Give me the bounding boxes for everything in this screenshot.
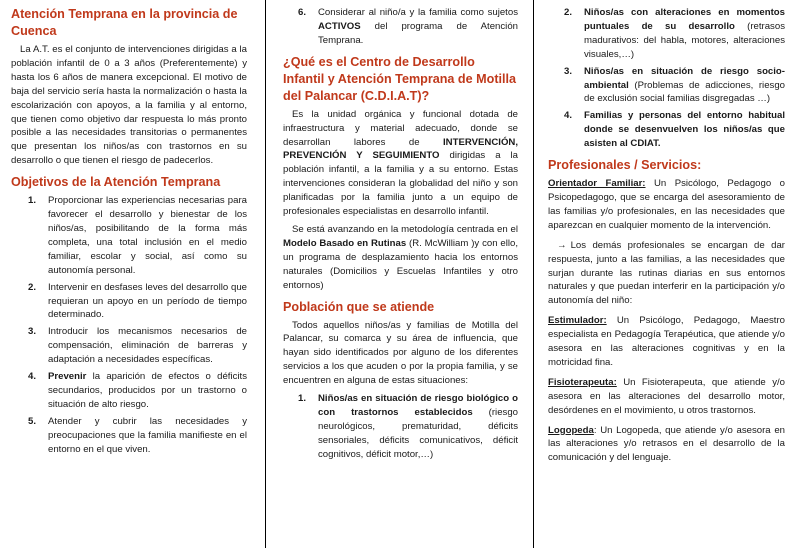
section-title-atencion-temprana: Atención Temprana en la provincia de Cuenca bbox=[11, 7, 238, 38]
objective-text: Atender y cubrir las necesidades y preocupaciones que la familia manifieste en el entorno en el que viven. bbox=[48, 415, 247, 455]
fisioterapeuta-paragraph bbox=[548, 376, 785, 418]
estimulador-label: Estimulador: bbox=[548, 315, 607, 327]
objective-number: 5. bbox=[28, 415, 37, 427]
situation-text: (retrasos madurativos: del habla, motores, alteraciones visuales,…) bbox=[584, 20, 785, 60]
objective-item bbox=[28, 325, 247, 367]
situation-number: 4. bbox=[564, 110, 573, 122]
cdiat-paragraph-1 bbox=[283, 108, 518, 219]
objective-item bbox=[28, 370, 247, 412]
situations-list-continued bbox=[548, 6, 785, 151]
objective-number: 3. bbox=[28, 326, 37, 338]
situation-text: (riesgo neurológicos, prematuridad, déficits sensoriales, déficits comunicativos, déficit cognitivos, déficit motor,…) bbox=[318, 406, 518, 460]
fisioterapeuta-label: Fisioterapeuta: bbox=[548, 376, 617, 388]
column-divider-left bbox=[265, 0, 266, 548]
cdiat-bold: INTERVENCIÓN, PREVENCIÓN Y SEGUIMIENTO bbox=[283, 136, 518, 162]
objective-number: 2. bbox=[28, 281, 37, 293]
cdiat-paragraph-2 bbox=[283, 223, 518, 293]
orientador-label: Orientador Familiar: bbox=[548, 178, 646, 190]
situation-text: (Problemas de adicciones, riesgo de exclusión social familias disgregadas …) bbox=[584, 79, 785, 105]
objective-item bbox=[28, 281, 247, 323]
logopeda-label: Logopeda bbox=[548, 424, 594, 436]
situation-number: 1. bbox=[298, 393, 307, 405]
situation-item bbox=[564, 65, 785, 107]
situation-item bbox=[298, 392, 518, 462]
cdiat-text: Es la unidad orgánica y funcional dotada de infraestructura y material adecuado, donde se desarrollan labores de bbox=[283, 108, 518, 148]
column-divider-right bbox=[533, 0, 534, 548]
objective-text: Intervenir en desfases leves del desarrollo que requieran un apoyo en un período de tiempo determinado. bbox=[48, 281, 247, 321]
arrow-right-icon: → bbox=[557, 239, 567, 251]
objective-number: 4. bbox=[28, 371, 37, 383]
objective-number: 1. bbox=[28, 195, 37, 207]
otros-profesionales-text: Los demás profesionales se encargan de dar respuesta, junto a las familias, a las necesidades que surjan durante las rutinas diarias en sus entornos naturales y que puedan interferir en la participación y/o autonomía del niño: bbox=[548, 239, 785, 307]
situation-item bbox=[564, 109, 785, 151]
section-title-poblacion: Población que se atiende bbox=[283, 299, 435, 314]
objectives-list bbox=[11, 194, 247, 456]
objective-text: la aparición de efectos o déficits secundarios, producidos por un trastorno o situación de alto riesgo. bbox=[48, 371, 247, 410]
objective-text: Introducir los mecanismos necesarios de compensación, eliminación de barreras y adaptación a necesidades específicas. bbox=[48, 326, 247, 366]
column-3 bbox=[548, 6, 785, 469]
column-2 bbox=[283, 6, 518, 465]
cdiat-bold: Modelo Basado en Rutinas bbox=[283, 237, 407, 249]
objective-item bbox=[298, 6, 518, 48]
column-1 bbox=[11, 6, 247, 459]
fisioterapeuta-text: Un Fisioterapeuta, que atiende y/o asesora en las alteraciones del desarrollo motor, desórdenes en el movimiento, u otros trastornos. bbox=[548, 376, 785, 416]
objective-item bbox=[28, 194, 247, 277]
objective-bold: ACTIVOS bbox=[318, 20, 361, 32]
objective-text: Considerar al niño/a y la familia como sujetos bbox=[318, 7, 518, 18]
estimulador-paragraph bbox=[548, 314, 785, 370]
objective-bold: Prevenir bbox=[48, 371, 87, 383]
situation-bold: Niños/as con alteraciones en momentos puntuales de su desarrollo bbox=[584, 7, 785, 32]
cdiat-text: Se está avanzando en la metodología centrada en el bbox=[292, 223, 518, 235]
section-title-objetivos: Objetivos de la Atención Temprana bbox=[11, 175, 221, 190]
objective-number: 6. bbox=[298, 7, 307, 18]
situation-bold: Niños/as en situación de riesgo biológico o con trastornos establecidos bbox=[318, 393, 518, 418]
otros-profesionales-paragraph bbox=[548, 239, 785, 309]
estimulador-text: Un Psicólogo, Pedagogo, Maestro especialista en Pedagogía Terapéutica, que atiende y/o asesora en las alteraciones cognitivas y en la motricidad fina. bbox=[548, 315, 785, 368]
orientador-paragraph bbox=[548, 177, 785, 233]
cdiat-text-end: (R. McWilliam )y con ello, un programa de desplazamiento hacia los entornos naturales (Domicilios y Escuelas Infantiles y otro entornos) bbox=[283, 237, 518, 291]
situation-number: 2. bbox=[564, 7, 573, 18]
section-title-cdiat: ¿Qué es el Centro de Desarrollo Infantil y Atención Temprana de Motilla del Palancar (C.D.I.A.T)? bbox=[283, 54, 517, 103]
situations-list bbox=[283, 392, 518, 462]
orientador-text: Un Psicólogo, Pedagogo o Psicopedagogo, que se encarga del asesoramiento de las familias y/o profesionales, en las necesidades que aparezcan en cualquier momento de la intervención. bbox=[548, 178, 785, 231]
objective-item bbox=[28, 415, 247, 457]
situation-number: 3. bbox=[564, 65, 573, 77]
cdiat-text-end: dirigidas a la población infantil, a la familia y a su entorno. Estas intervenciones consideran la globalidad del niño y son planificadas por la familia junto a un equipo de profesionales especialistas en desarrollo infantil. bbox=[283, 150, 519, 218]
logopeda-paragraph bbox=[548, 424, 785, 466]
situation-bold: Familias y personas del entorno habitual donde se desenvuelven los niños/as que asisten al CDIAT. bbox=[584, 110, 785, 150]
objective-text-end: del programa de Atención Temprana. bbox=[318, 20, 518, 46]
situation-item bbox=[564, 6, 785, 62]
situation-bold: Niños/as en situación de riesgo socio-ambiental bbox=[584, 65, 785, 91]
section-title-profesionales: Profesionales / Servicios: bbox=[548, 158, 702, 173]
logopeda-text: : Un Logopeda, que atiende y/o asesora en las alteraciones y/o retrasos en el desarrollo de la comunicación y del lenguaje. bbox=[548, 424, 785, 464]
objective-text: Proporcionar las experiencias necesarias para favorecer el desarrollo y bienestar de los niños/as, posibilitando de la forma más completa, una total inclusión en el medio familiar, escolar y social, así como su autonomía personal. bbox=[48, 195, 247, 276]
poblacion-paragraph: Todos aquellos niños/as y familias de Motilla del Palancar, su comarca y su área de influencia, que hayan sido identificados por alguno de los diferentes servicios a los que acuden o por la propia familia, y se encuentren en alguna de estas situaciones: bbox=[283, 319, 518, 387]
intro-paragraph: La A.T. es el conjunto de intervenciones dirigidas a la población infantil de 0 a 3 años (Preferentemente) y hasta los 6 años de manera excepcional. El motivo de baja del servicio sería hasta la normalización o hasta la escolarización con apoyos, a la familia y al entorno, que tienen como objetivo dar respuesta lo más pronto posible a las necesidades transitorias o permanentes que presentan los niños/as con trastornos en su desarrollo o que tienen el riesgo de padecerlos. bbox=[11, 44, 247, 167]
objectives-list-continued bbox=[283, 6, 518, 48]
